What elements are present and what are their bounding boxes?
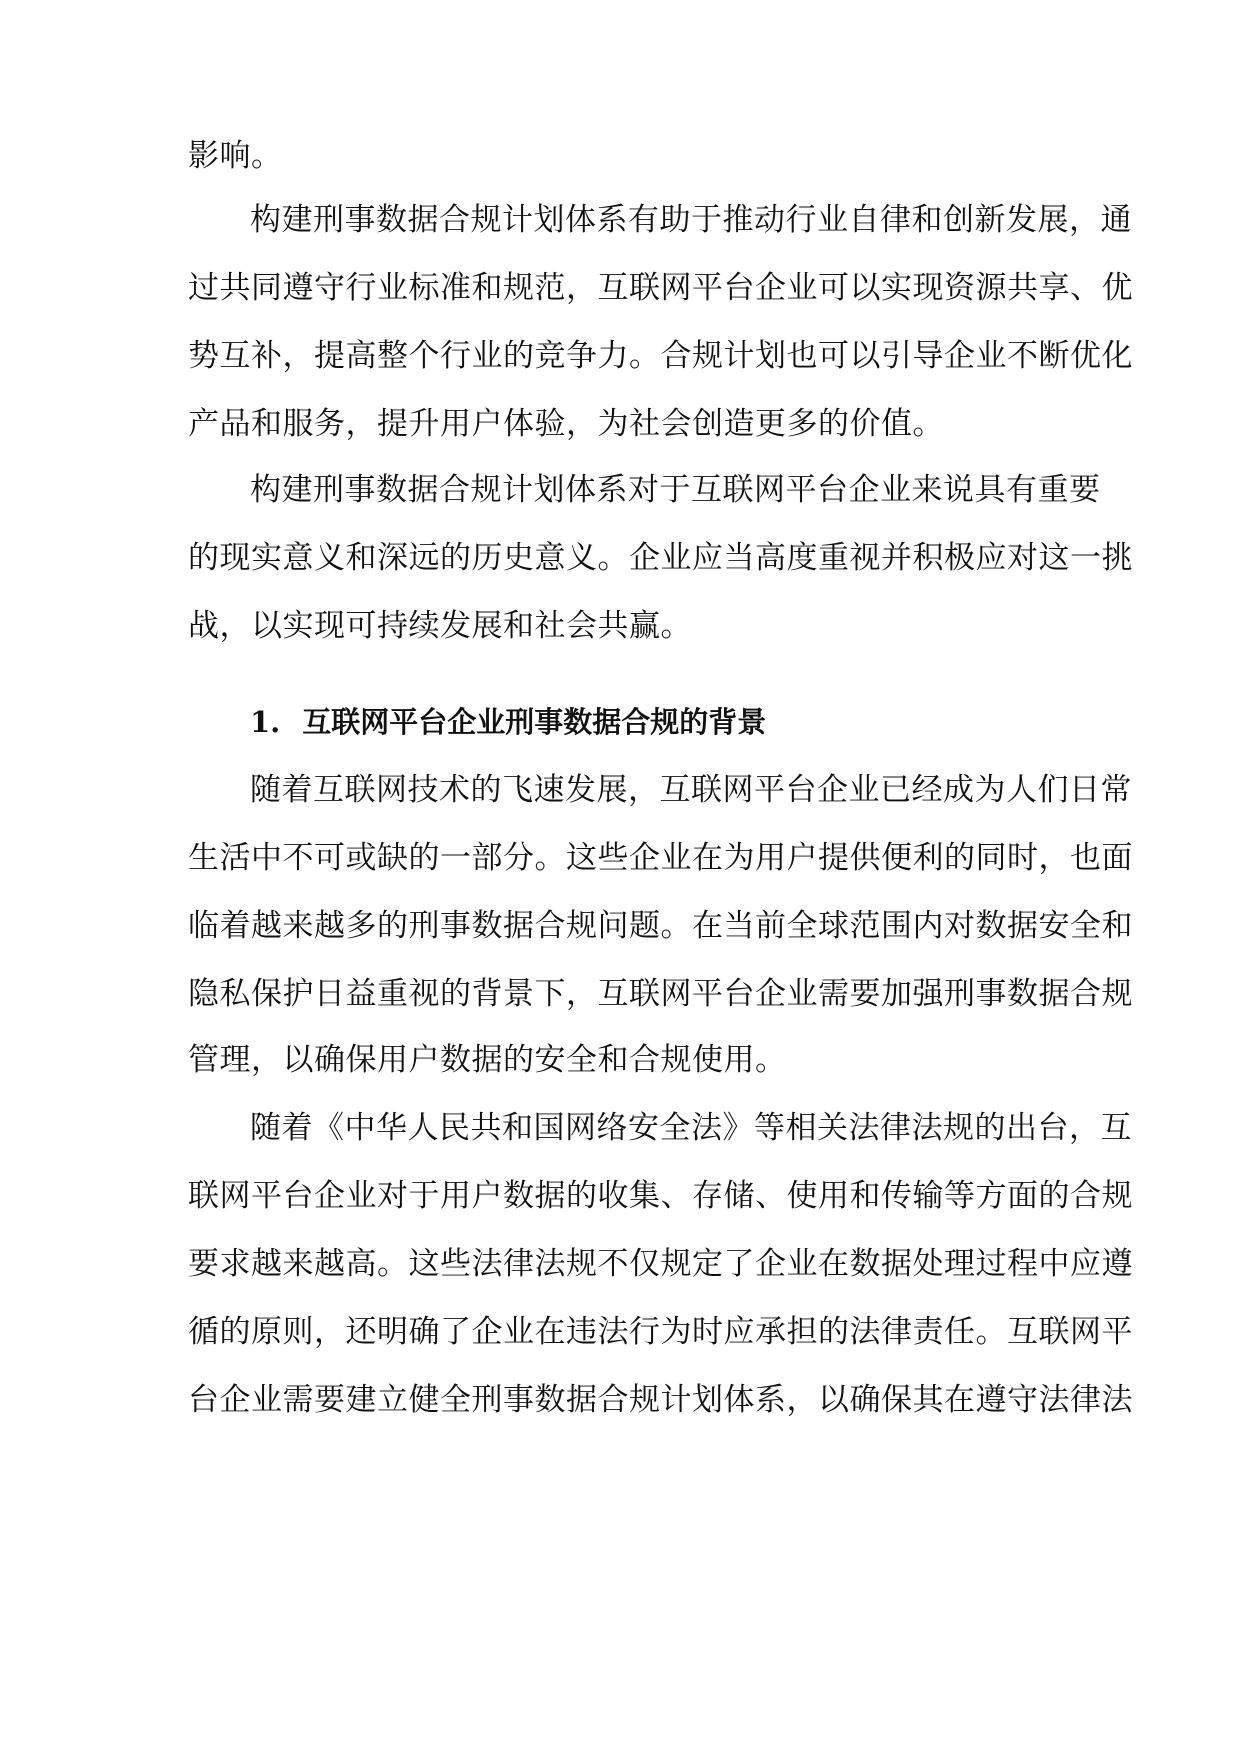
paragraph-line: 战，以实现可持续发展和社会共赢。 <box>188 608 692 644</box>
section-title: 互联网平台企业刑事数据合规的背景 <box>302 705 767 739</box>
paragraph-line: 随着《中华人民共和国网络安全法》等相关法律法规的出台，互 <box>250 1110 1132 1146</box>
section-heading <box>250 702 766 742</box>
paragraph-line: 管理，以确保用户数据的安全和合规使用。 <box>188 1042 787 1078</box>
paragraph-line: 影响。 <box>188 138 283 174</box>
paragraph-line: 临着越来越多的刑事数据合规问题。在当前全球范围内对数据安全和 <box>188 908 1133 944</box>
paragraph-line: 的现实意义和深远的历史意义。企业应当高度重视并积极应对这一挑 <box>188 540 1133 576</box>
paragraph-line: 势互补，提高整个行业的竞争力。合规计划也可以引导企业不断优化 <box>188 338 1133 374</box>
section-number: 1. <box>250 705 281 739</box>
paragraph-line: 隐私保护日益重视的背景下，互联网平台企业需要加强刑事数据合规 <box>188 976 1133 1012</box>
paragraph-line: 过共同遵守行业标准和规范，互联网平台企业可以实现资源共享、优 <box>188 270 1133 306</box>
paragraph-line: 要求越来越高。这些法律法规不仅规定了企业在数据处理过程中应遵 <box>188 1246 1133 1282</box>
paragraph-line: 联网平台企业对于用户数据的收集、存储、使用和传输等方面的合规 <box>188 1178 1133 1214</box>
paragraph-line: 构建刑事数据合规计划体系对于互联网平台企业来说具有重要 <box>250 472 1101 508</box>
paragraph-line: 随着互联网技术的飞速发展，互联网平台企业已经成为人们日常 <box>250 772 1132 808</box>
paragraph-line: 产品和服务，提升用户体验，为社会创造更多的价值。 <box>188 406 944 442</box>
paragraph-line: 生活中不可或缺的一部分。这些企业在为用户提供便利的同时，也面 <box>188 840 1133 876</box>
paragraph-line: 构建刑事数据合规计划体系有助于推动行业自律和创新发展，通 <box>250 202 1132 238</box>
paragraph-line: 循的原则，还明确了企业在违法行为时应承担的法律责任。互联网平 <box>188 1314 1133 1350</box>
paragraph-line: 台企业需要建立健全刑事数据合规计划体系，以确保其在遵守法律法 <box>188 1382 1133 1418</box>
